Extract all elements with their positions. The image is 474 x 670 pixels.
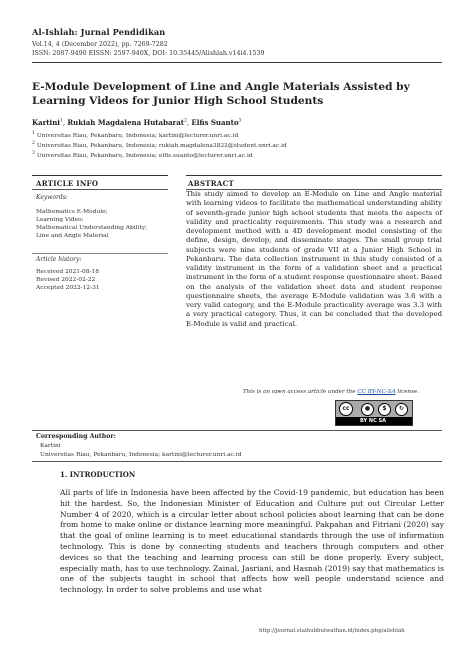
affiliation-sup: 2 [32, 141, 35, 147]
license-link[interactable]: CC BY-NC-SA [357, 389, 396, 395]
history-label: Article history: [36, 256, 82, 263]
cc-logo-icon: cc [339, 402, 353, 416]
paper-title: E-Module Development of Line and Angle Materials Assisted by Learning Videos for Junior High School Students [32, 81, 410, 107]
affiliation [32, 143, 287, 149]
affiliation [32, 153, 253, 159]
history-date: Received 2021-08-18 [36, 269, 100, 275]
affiliation-sup: 1 [32, 131, 35, 137]
cc-badge-strip [336, 417, 412, 425]
affiliation-text: Universitas Riau, Pekanbaru, Indonesia; kartini@lecturer.unri.ac.id [36, 133, 239, 139]
keywords-rule [32, 253, 168, 254]
history-list [36, 268, 100, 292]
article-info-heading: ARTICLE INFO [36, 179, 99, 188]
author-name: Kartini [32, 118, 60, 127]
license-prefix: This is an open access article under the [242, 389, 358, 395]
article-info-rule [32, 189, 168, 190]
author-sup: 3 [238, 118, 242, 124]
keywords-label: Keywords: [36, 194, 68, 201]
journal-issn: ISSN: 2087-9490 EISSN: 2597-940X, DOI: 10.35445/Alishlah.v14i4.1539 [32, 50, 265, 57]
cc-license-badge[interactable] [335, 400, 413, 426]
corresponding-details: Universitas Riau, Pekanbaru, Indonesia; kartini@lecturer.unri.ac.id [40, 452, 242, 458]
affiliation [32, 133, 238, 139]
history-date: Revised 2022-02-22 [36, 277, 96, 284]
keyword: Learning Video; [36, 217, 84, 224]
sharealike-icon: ↻ [395, 403, 408, 416]
license-suffix: license. [395, 389, 419, 395]
info-block-rule [32, 430, 442, 431]
cc-badge-text: BY NC SA [360, 418, 386, 424]
article-info-rule-top [32, 175, 168, 176]
person-icon: ● [361, 403, 374, 416]
license-statement [186, 389, 419, 395]
author-name: Elfis Suanto [191, 118, 239, 127]
abstract-text: This study aimed to develop an E-Module on Line and Angle material with learning videos to facilitate the mathematical understanding ability of seventh-grade junior high school students that meets the aspects of validity and practicality requirements. This study was a research and development method with a 4D development model consisting of the define, design, develop, and disseminate stages. The small group trial subjects were nine students of grade VII at a Junior High School in Pekanbaru. The data collection instrument in this study consisted of a validity instrument in the form of a validation sheet and a practical instrument in the form of a student response questionnaire sheet. Based on the analysis of the validation sheet data and student response questionnaire sheets, the average E-Module validation was 3.6 with a very valid category, and the E-Module practicality average was 3.3 with a very practical category. Thus, it can be concluded that the developed E-Module is valid and practical. [186, 190, 442, 328]
journal-url[interactable]: http://journal.staihubbulwathan.id/index.php/alishlah [259, 628, 405, 634]
affiliation-text: Universitas Riau, Pekanbaru, Indonesia; rukiah.magdalena3822@student.unri.ac.id [36, 143, 287, 149]
author-list: Kartini$^1$, Rukiah Magdalena Hutabarat$^2$, Elfis Suanto$^3$ [32, 118, 242, 127]
affiliation-sup: 3 [32, 151, 35, 157]
abstract-rule-top [186, 175, 442, 176]
header-rule [32, 62, 442, 63]
introduction-heading: 1. INTRODUCTION [60, 470, 136, 479]
author-sup: 1 [59, 118, 63, 124]
keyword: Line and Angle Material [36, 233, 109, 240]
history-date: Accepted 2022-12-31 [36, 285, 100, 292]
corresponding-label: Corresponding Author: [36, 433, 116, 440]
keywords-list [36, 208, 166, 240]
keyword: Mathematics E-Module; [36, 209, 108, 215]
author-name: Rukiah Magdalena Hutabarat [67, 118, 184, 127]
author-sup: 2 [183, 118, 187, 124]
abstract-heading: ABSTRACT [188, 179, 235, 188]
journal-volume: Vol.14, 4 (December 2022), pp. 7269-7282 [32, 41, 168, 48]
journal-name: Al-Ishlah: Jurnal Pendidikan [32, 27, 166, 37]
affiliation-text: Universitas Riau, Pekanbaru, Indonesia; elfis.suanto@lecturer.unri.ac.id [36, 153, 253, 159]
corresponding-rule [32, 461, 442, 462]
corresponding-name: Kartini [40, 443, 61, 449]
introduction-text: All parts of life in Indonesia have been affected by the Covid-19 pandemic, but education has been hit the hardest. So, the Indonesian Minister of Education and Culture put out Circular Letter Number 4 of 2020, which is a circular letter about school policies about learning that can be done from home to make online or distance learning more meaningful. Pakpahan and Fitriani (2020) say that the goal of online learning is to meet educational standards through the use of information technology. This is done by connecting students and teachers through computers and other devices so that the teaching and learning process can still be done properly. Every subject, especially math, has to use technology. Zainal, Jasriani, and Hasnah (2019) say that mathematics is one of the subjects taught in school that affects how well people understand science and technology. In order to solve problems and use what [60, 488, 444, 595]
keyword: Mathematical Understanding Ability; [36, 225, 148, 232]
noncommercial-icon: $ [378, 403, 391, 416]
